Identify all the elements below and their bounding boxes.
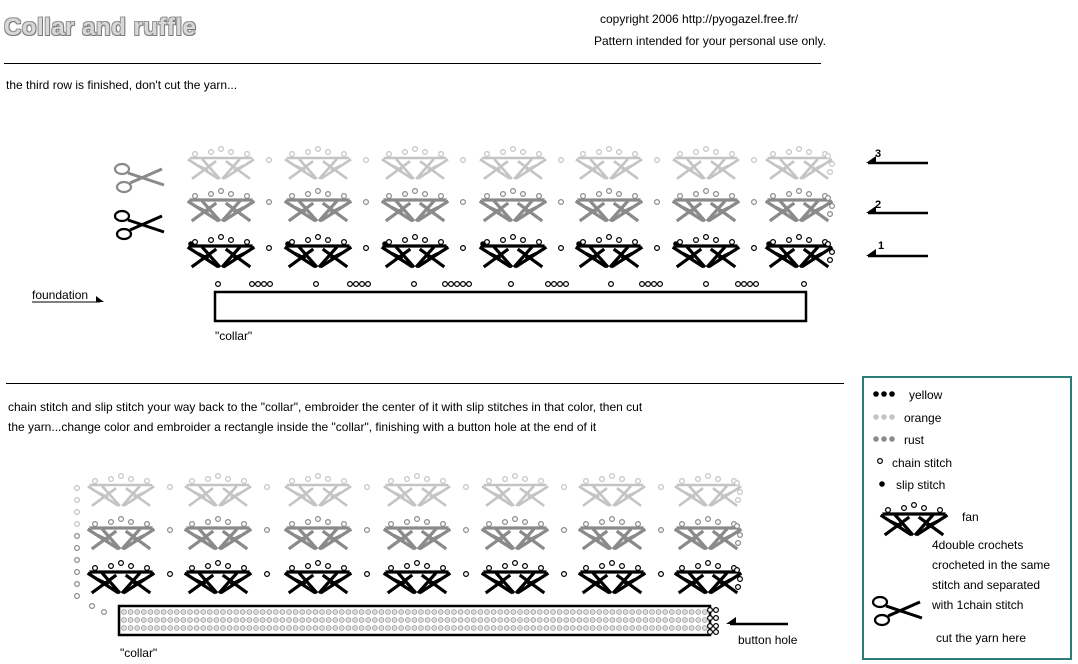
row-number-3: 3 xyxy=(875,148,882,160)
slip-stitch xyxy=(890,437,895,442)
slip-stitch xyxy=(882,392,887,397)
slip-stitch xyxy=(874,437,879,442)
slip-stitch xyxy=(874,415,879,420)
copyright-text: copyright 2006 http://pyogazel.free.fr/ xyxy=(600,12,799,26)
row-number-1: 1 xyxy=(878,240,885,252)
slip-stitch xyxy=(890,415,895,420)
usage-note: Pattern intended for your personal use only. xyxy=(594,34,826,48)
legend-rust-label: rust xyxy=(904,433,925,447)
button-hole-label: button hole xyxy=(738,633,798,647)
legend-fan-desc-3: stitch and separated xyxy=(932,578,1041,592)
section1-instruction: the third row is finished, don't cut the yarn... xyxy=(6,78,238,92)
collar-label-bottom: "collar" xyxy=(120,646,158,660)
legend-yellow-label: yellow xyxy=(909,388,943,402)
legend-slip-stitch-label: slip stitch xyxy=(896,478,946,492)
legend-cut-yarn-label: cut the yarn here xyxy=(936,631,1027,645)
fan-symbol xyxy=(882,514,946,534)
section2-instruction-line1: chain stitch and slip stitch your way back to the "collar", embroider the center of it with slip stitches in that color, then cut xyxy=(8,400,643,414)
legend-orange-label: orange xyxy=(904,411,942,425)
legend-fan-desc-1: 4double crochets xyxy=(932,538,1024,552)
collar-label-top: "collar" xyxy=(215,329,253,343)
slip-stitch xyxy=(880,482,885,487)
legend-fan-label: fan xyxy=(962,510,979,524)
slip-stitch xyxy=(874,392,879,397)
row-number-2: 2 xyxy=(875,199,882,211)
slip-stitch xyxy=(882,437,887,442)
chain-stitch xyxy=(912,503,917,508)
section2-instruction-line2: the yarn...change color and embroider a rectangle inside the "collar", finishing with a button hole at the end of it xyxy=(8,420,597,434)
chain-stitch xyxy=(886,508,891,513)
chain-stitch xyxy=(938,508,943,513)
legend-chain-stitch-label: chain stitch xyxy=(892,456,953,470)
slip-stitch xyxy=(882,415,887,420)
legend-fan-desc-4: with 1chain stitch xyxy=(932,598,1024,612)
chain-stitch xyxy=(922,506,927,511)
page-title: Collar and ruffle xyxy=(4,14,197,41)
foundation-label: foundation xyxy=(32,288,89,302)
chain-stitch xyxy=(902,506,907,511)
scissors-icon xyxy=(873,597,922,625)
chain-stitch xyxy=(878,459,883,464)
slip-stitch xyxy=(890,392,895,397)
legend-fan-desc-2: crocheted in the same xyxy=(932,558,1051,572)
